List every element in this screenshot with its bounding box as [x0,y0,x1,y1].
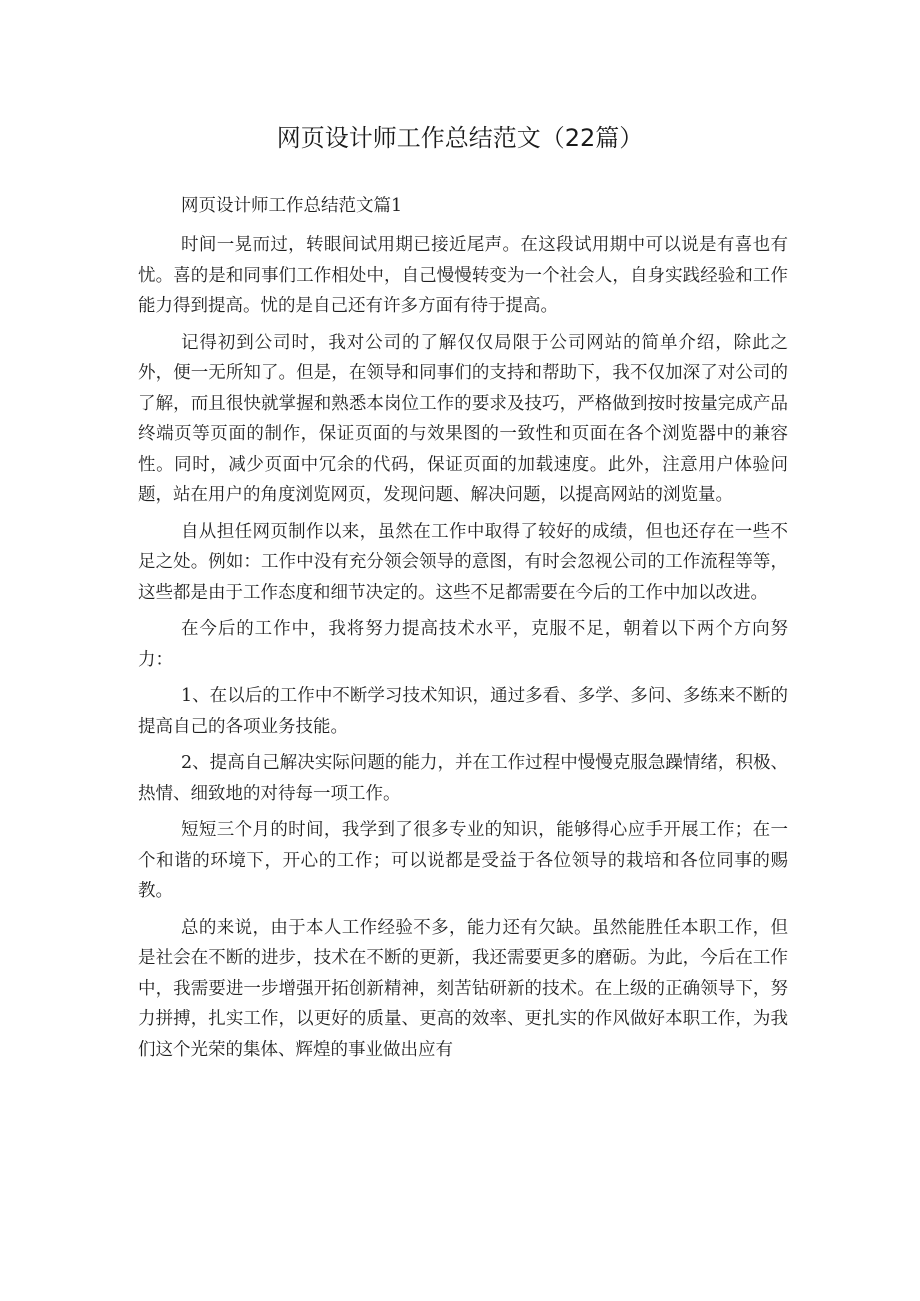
paragraph-7: 短短三个月的时间，我学到了很多专业的知识，能够得心应手开展工作；在一个和谐的环境下，开心的工作；可以说都是受益于各位领导的栽培和各位同事的赐教。 [138,820,788,901]
paragraph-3: 自从担任网页制作以来，虽然在工作中取得了较好的成绩，但也还存在一些不足之处。例如：工作中没有充分领会领导的意图，有时会忽视公司的工作流程等等，这些都是由于工作态度和细节决定的。这些不足都需要在今后的工作中加以改进。 [138,521,788,603]
document-body [138,191,788,1071]
paragraph-4: 在今后的工作中，我将努力提高技术水平，克服不足，朝着以下两个方向努力： [138,619,788,670]
paragraph-6: 2、提高自己解决实际问题的能力，并在工作过程中慢慢克服急躁情绪，积极、热情、细致地的对待每一项工作。 [138,753,788,804]
section-heading: 网页设计师工作总结范文篇1 [181,196,403,216]
document-title: 网页设计师工作总结范文（22篇） [276,124,644,152]
paragraph-2: 记得初到公司时，我对公司的了解仅仅局限于公司网站的简单介绍，除此之外，便一无所知了。但是，在领导和同事们的支持和帮助下，我不仅加深了对公司的了解，而且很快就掌握和熟悉本岗位工作的要求及技巧，严格做到按时按量完成产品终端页等页面的制作，保证页面的与效果图的一致性和页面在各个浏览器中的兼容性。同时，减少页面中冗余的代码，保证页面的加载速度。此外，注意用户体验问题，站在用户的角度浏览网页，发现问题、解决问题，以提高网站的浏览量。 [138,332,788,505]
paragraph-1: 时间一晃而过，转眼间试用期已接近尾声。在这段试用期中可以说是有喜也有忧。喜的是和同事们工作相处中，自己慢慢转变为一个社会人，自身实践经验和工作能力得到提高。忧的是自己还有许多方面有待于提高。 [138,235,788,316]
paragraph-8: 总的来说，由于本人工作经验不多，能力还有欠缺。虽然能胜任本职工作，但是社会在不断的进步，技术在不断的更新，我还需要更多的磨砺。为此，今后在工作中，我需要进一步增强开拓创新精神，刻苦钻研新的技术。在上级的正确领导下，努力拼搏，扎实工作，以更好的质量、更高的效率、更扎实的作风做好本职工作，为我们这个光荣的集体、辉煌的事业做出应有 [138,917,788,1060]
paragraph-5: 1、在以后的工作中不断学习技术知识，通过多看、多学、多问、多练来不断的提高自己的各项业务技能。 [138,686,788,737]
